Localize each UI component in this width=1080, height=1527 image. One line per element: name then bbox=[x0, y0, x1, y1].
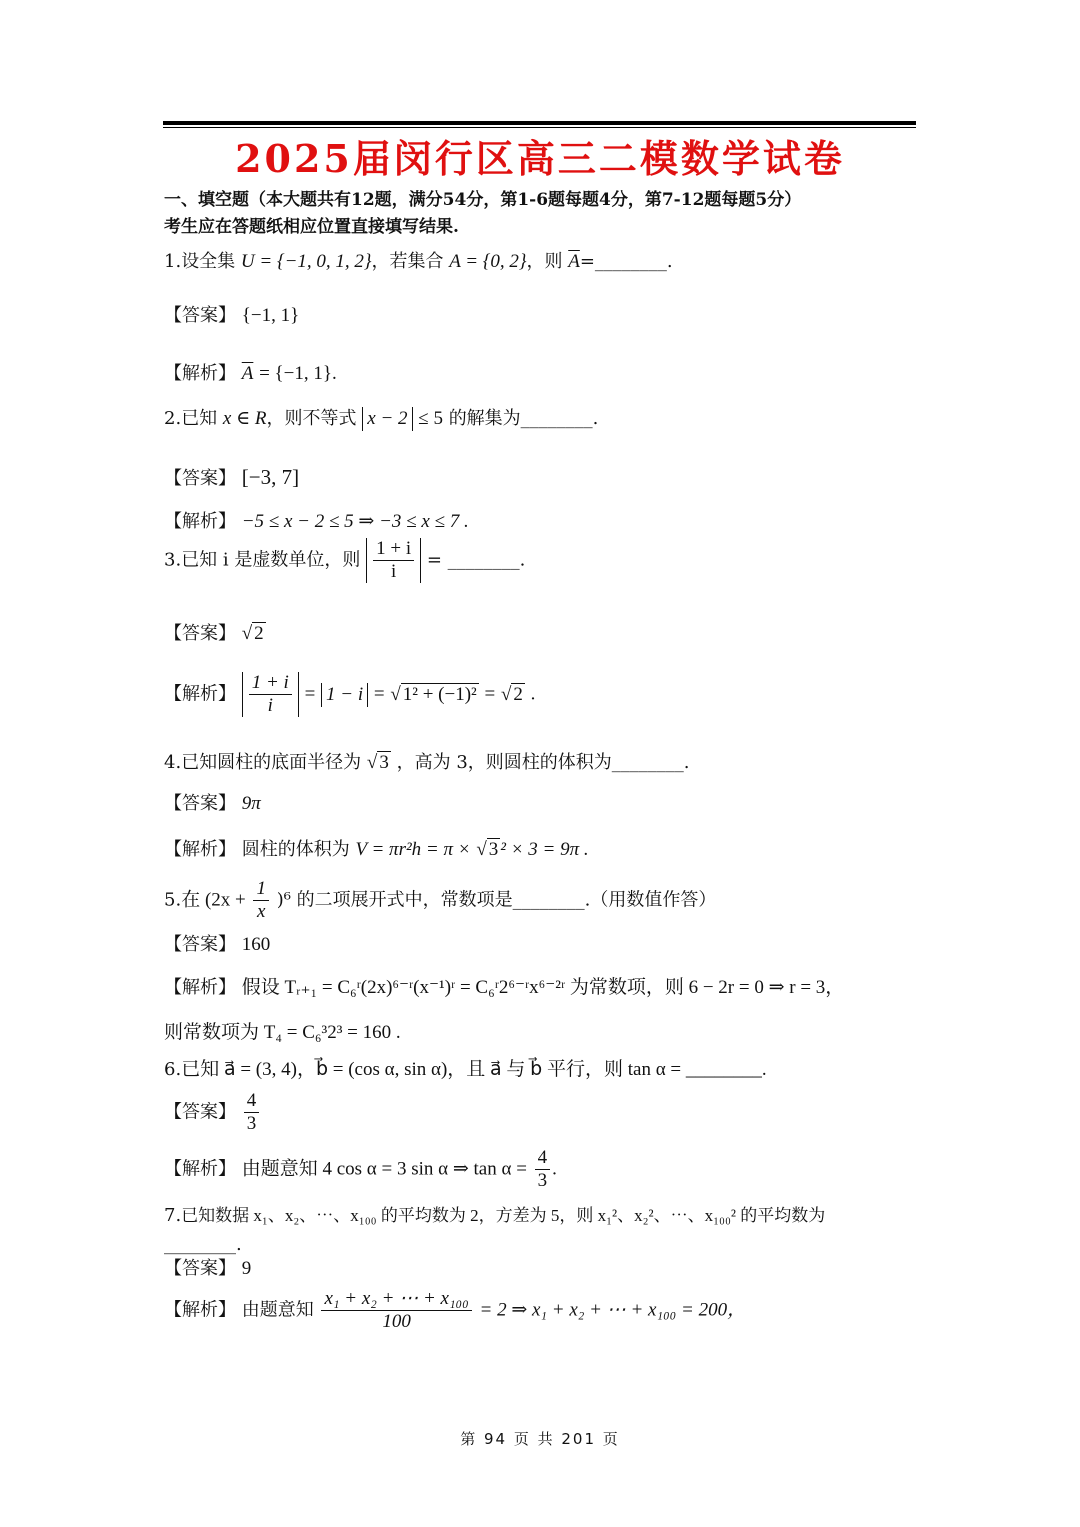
q6-number: 6. bbox=[164, 1059, 182, 1080]
q1-math-a: U = {−1, 0, 1, 2} bbox=[240, 251, 372, 272]
q6-sol-den: 3 bbox=[537, 1170, 548, 1191]
q4-solution-label: 【解析】 bbox=[164, 839, 236, 860]
q6-text: 已知 a⃗ = (3, 4)，b⃗ = (cos α, sin α)，且 a⃗ 与 b⃗ 平行，则 tan α = ________. bbox=[181, 1059, 767, 1080]
q3-sol-abs2: 1 − i bbox=[321, 683, 368, 707]
section-instruction: 考生应在答题纸相应位置直接填写结果. bbox=[164, 217, 459, 237]
q2-solution bbox=[164, 510, 469, 534]
q5-number: 5. bbox=[164, 889, 182, 911]
q3-frac-num: 1 + i bbox=[373, 538, 414, 561]
q5-text-b: )⁶ 的二项展开式中，常数项是________.（用数值作答） bbox=[276, 889, 717, 911]
q6-answer-fraction bbox=[244, 1090, 260, 1135]
q2-answer-value: [−3, 7] bbox=[241, 465, 300, 489]
question-1 bbox=[164, 250, 673, 274]
question-4 bbox=[164, 751, 690, 775]
q7-number: 7. bbox=[164, 1205, 182, 1226]
q1-text-a: 设全集 bbox=[181, 251, 236, 272]
q5-answer-label: 【答案】 bbox=[164, 934, 236, 955]
q2-solution-label: 【解析】 bbox=[164, 511, 236, 532]
q1-math-b: A = {0, 2} bbox=[449, 251, 527, 272]
q6-solution-label: 【解析】 bbox=[164, 1158, 236, 1180]
q7-answer-value: 9 bbox=[241, 1258, 252, 1279]
q3-sol-period: . bbox=[530, 683, 536, 705]
q3-text-a: 已知 i 是虚数单位，则 bbox=[181, 549, 361, 571]
q2-text-a: 已知 bbox=[181, 408, 218, 429]
q5-text-a: 在 (2x + bbox=[181, 889, 246, 911]
q7-sol-den: 100 bbox=[382, 1311, 411, 1332]
q4-sol-sqrt: √ 3 bbox=[476, 839, 499, 860]
q3-frac-den: i bbox=[390, 561, 397, 582]
q3-number: 3. bbox=[164, 549, 182, 571]
q4-text-a: 已知圆柱的底面半径为 bbox=[181, 752, 362, 773]
question-5 bbox=[164, 878, 716, 923]
q3-abs-frac bbox=[366, 538, 421, 583]
q3-answer-value: 2 bbox=[254, 623, 264, 644]
q3-sol-num: 1 + i bbox=[249, 672, 292, 695]
q5-sol-line2: 则常数项为 T₄ = C₆³2³ = 160 . bbox=[164, 1022, 401, 1043]
q5-solution-label: 【解析】 bbox=[164, 977, 236, 998]
q5-solution-cont bbox=[164, 1021, 401, 1045]
q3-answer-sqrt: √ 2 bbox=[241, 623, 264, 644]
q3-sol-eq2: = bbox=[373, 683, 385, 705]
q4-number: 4. bbox=[164, 752, 182, 773]
q1-solution-b: = {−1, 1}. bbox=[259, 363, 337, 384]
q6-answer bbox=[164, 1090, 261, 1135]
q7-sol-text: 由题意知 bbox=[241, 1299, 314, 1321]
header-rule-thick bbox=[163, 121, 916, 125]
q4-radius: 3 bbox=[379, 752, 389, 773]
q6-answer-den: 3 bbox=[246, 1113, 257, 1134]
q3-solution-abs bbox=[242, 672, 299, 717]
q1-solution-label: 【解析】 bbox=[164, 363, 236, 384]
q4-answer-label: 【答案】 bbox=[164, 793, 236, 814]
q3-sol-radicand: 1² + (−1)² bbox=[402, 683, 477, 705]
page-title: 2025届闵行区高三二模数学试卷 bbox=[235, 136, 845, 181]
q2-answer-label: 【答案】 bbox=[164, 468, 236, 489]
question-2 bbox=[164, 407, 598, 431]
q6-sol-period: . bbox=[552, 1158, 557, 1180]
q6-sol-expr: 由题意知 4 cos α = 3 sin α ⇒ tan α = bbox=[241, 1158, 527, 1180]
q2-text-c: 的解集为________. bbox=[448, 408, 599, 429]
q5-frac-den: x bbox=[257, 901, 266, 922]
q3-solution-label: 【解析】 bbox=[164, 683, 236, 705]
q1-answer-value: {−1, 1} bbox=[241, 305, 300, 326]
q1-solution-a: $\overline{A}$ bbox=[241, 363, 254, 384]
q7-sol-num: x₁ + x₂ + ⋯ + x₁₀₀ bbox=[321, 1288, 471, 1311]
question-3 bbox=[164, 538, 525, 583]
q6-sol-num: 4 bbox=[535, 1147, 551, 1170]
q1-text-c: ，则 bbox=[526, 251, 563, 272]
q3-solution bbox=[164, 672, 535, 717]
q1-solution bbox=[164, 362, 337, 386]
q5-fraction bbox=[253, 878, 269, 923]
q4-answer bbox=[164, 792, 261, 816]
q2-text-b: ，则不等式 bbox=[266, 408, 357, 429]
q1-number: 1. bbox=[164, 251, 182, 272]
q3-solution-fraction bbox=[249, 672, 292, 717]
page-footer: 第 94 页 共 201 页 bbox=[460, 1430, 620, 1448]
q2-math-a: x ∈ R bbox=[222, 408, 267, 429]
q7-sol-expr: = 2 ⇒ x₁ + x₂ + ⋯ + x₁₀₀ = 200， bbox=[479, 1299, 747, 1321]
q1-answer-label: 【答案】 bbox=[164, 305, 236, 326]
q2-answer bbox=[164, 465, 299, 491]
q5-sol-line1: 假设 Tᵣ₊₁ = C₆ʳ(2x)⁶⁻ʳ(x⁻¹)ʳ = C₆ʳ2⁶⁻ʳx⁶⁻²ʳ 为常数项，则 6 − 2r = 0 ⇒ r = 3， bbox=[241, 977, 845, 998]
q7-blank: ________. bbox=[164, 1234, 242, 1255]
q3-sol-eq3: = bbox=[484, 683, 496, 705]
q3-sol-sqrt2: √ 2 bbox=[500, 683, 523, 705]
q3-sol-result: 2 bbox=[513, 683, 523, 705]
q2-solution-expr: −5 ≤ x − 2 ≤ 5 ⇒ −3 ≤ x ≤ 7 . bbox=[241, 511, 469, 532]
q6-sol-fraction bbox=[535, 1147, 551, 1192]
q4-sol-expr-a: V = πr²h = π × bbox=[355, 839, 471, 860]
q3-sol-sqrt: √ 1² + (−1)² bbox=[390, 683, 477, 705]
question-6 bbox=[164, 1058, 767, 1082]
q1-text-b: ，若集合 bbox=[371, 251, 444, 272]
q1-blank: =________. bbox=[579, 251, 673, 272]
q3-sol-den: i bbox=[267, 695, 273, 716]
q1-complement-a: $\overline{A}$ bbox=[568, 251, 580, 272]
question-7-cont bbox=[164, 1233, 242, 1257]
q6-solution bbox=[164, 1147, 557, 1192]
q3-sol-eq1: = bbox=[304, 683, 316, 705]
q7-text-line1: 已知数据 x₁、x₂、⋯、x₁₀₀ 的平均数为 2，方差为 5，则 x₁²、x₂²、⋯、x₁₀₀² 的平均数为 bbox=[181, 1206, 826, 1225]
q4-sol-expr-b: ² × 3 = 9π . bbox=[500, 839, 589, 860]
q5-frac-num: 1 bbox=[253, 878, 269, 901]
q7-solution bbox=[164, 1288, 746, 1333]
q7-answer bbox=[164, 1257, 251, 1281]
q4-answer-value: 9π bbox=[241, 793, 261, 814]
q6-answer-num: 4 bbox=[244, 1090, 260, 1113]
q7-sol-fraction bbox=[321, 1288, 471, 1333]
question-7 bbox=[164, 1204, 825, 1228]
q5-answer-value: 160 bbox=[241, 934, 271, 955]
q3-answer-label: 【答案】 bbox=[164, 623, 236, 644]
q2-abs-expr: x − 2 bbox=[362, 407, 412, 431]
q6-answer-label: 【答案】 bbox=[164, 1101, 236, 1123]
q4-sol-text: 圆柱的体积为 bbox=[241, 839, 350, 860]
q2-ineq: ≤ 5 bbox=[418, 408, 443, 429]
q3-fraction bbox=[373, 538, 414, 583]
q4-text-b: ，高为 3，则圆柱的体积为________. bbox=[396, 752, 690, 773]
q7-solution-label: 【解析】 bbox=[164, 1299, 236, 1321]
q4-sqrt: √ 3 bbox=[366, 752, 389, 773]
q3-blank: = ________. bbox=[426, 549, 526, 571]
q4-sol-radicand: 3 bbox=[488, 839, 499, 860]
q4-solution bbox=[164, 838, 589, 862]
q5-solution bbox=[164, 976, 844, 1000]
q5-answer bbox=[164, 933, 270, 957]
q7-answer-label: 【答案】 bbox=[164, 1258, 236, 1279]
q1-answer bbox=[164, 304, 299, 328]
q2-number: 2. bbox=[164, 408, 182, 429]
section-heading: 一、填空题（本大题共有12题，满分54分，第1-6题每题4分，第7-12题每题5分） bbox=[164, 190, 802, 210]
q3-answer bbox=[164, 622, 266, 646]
